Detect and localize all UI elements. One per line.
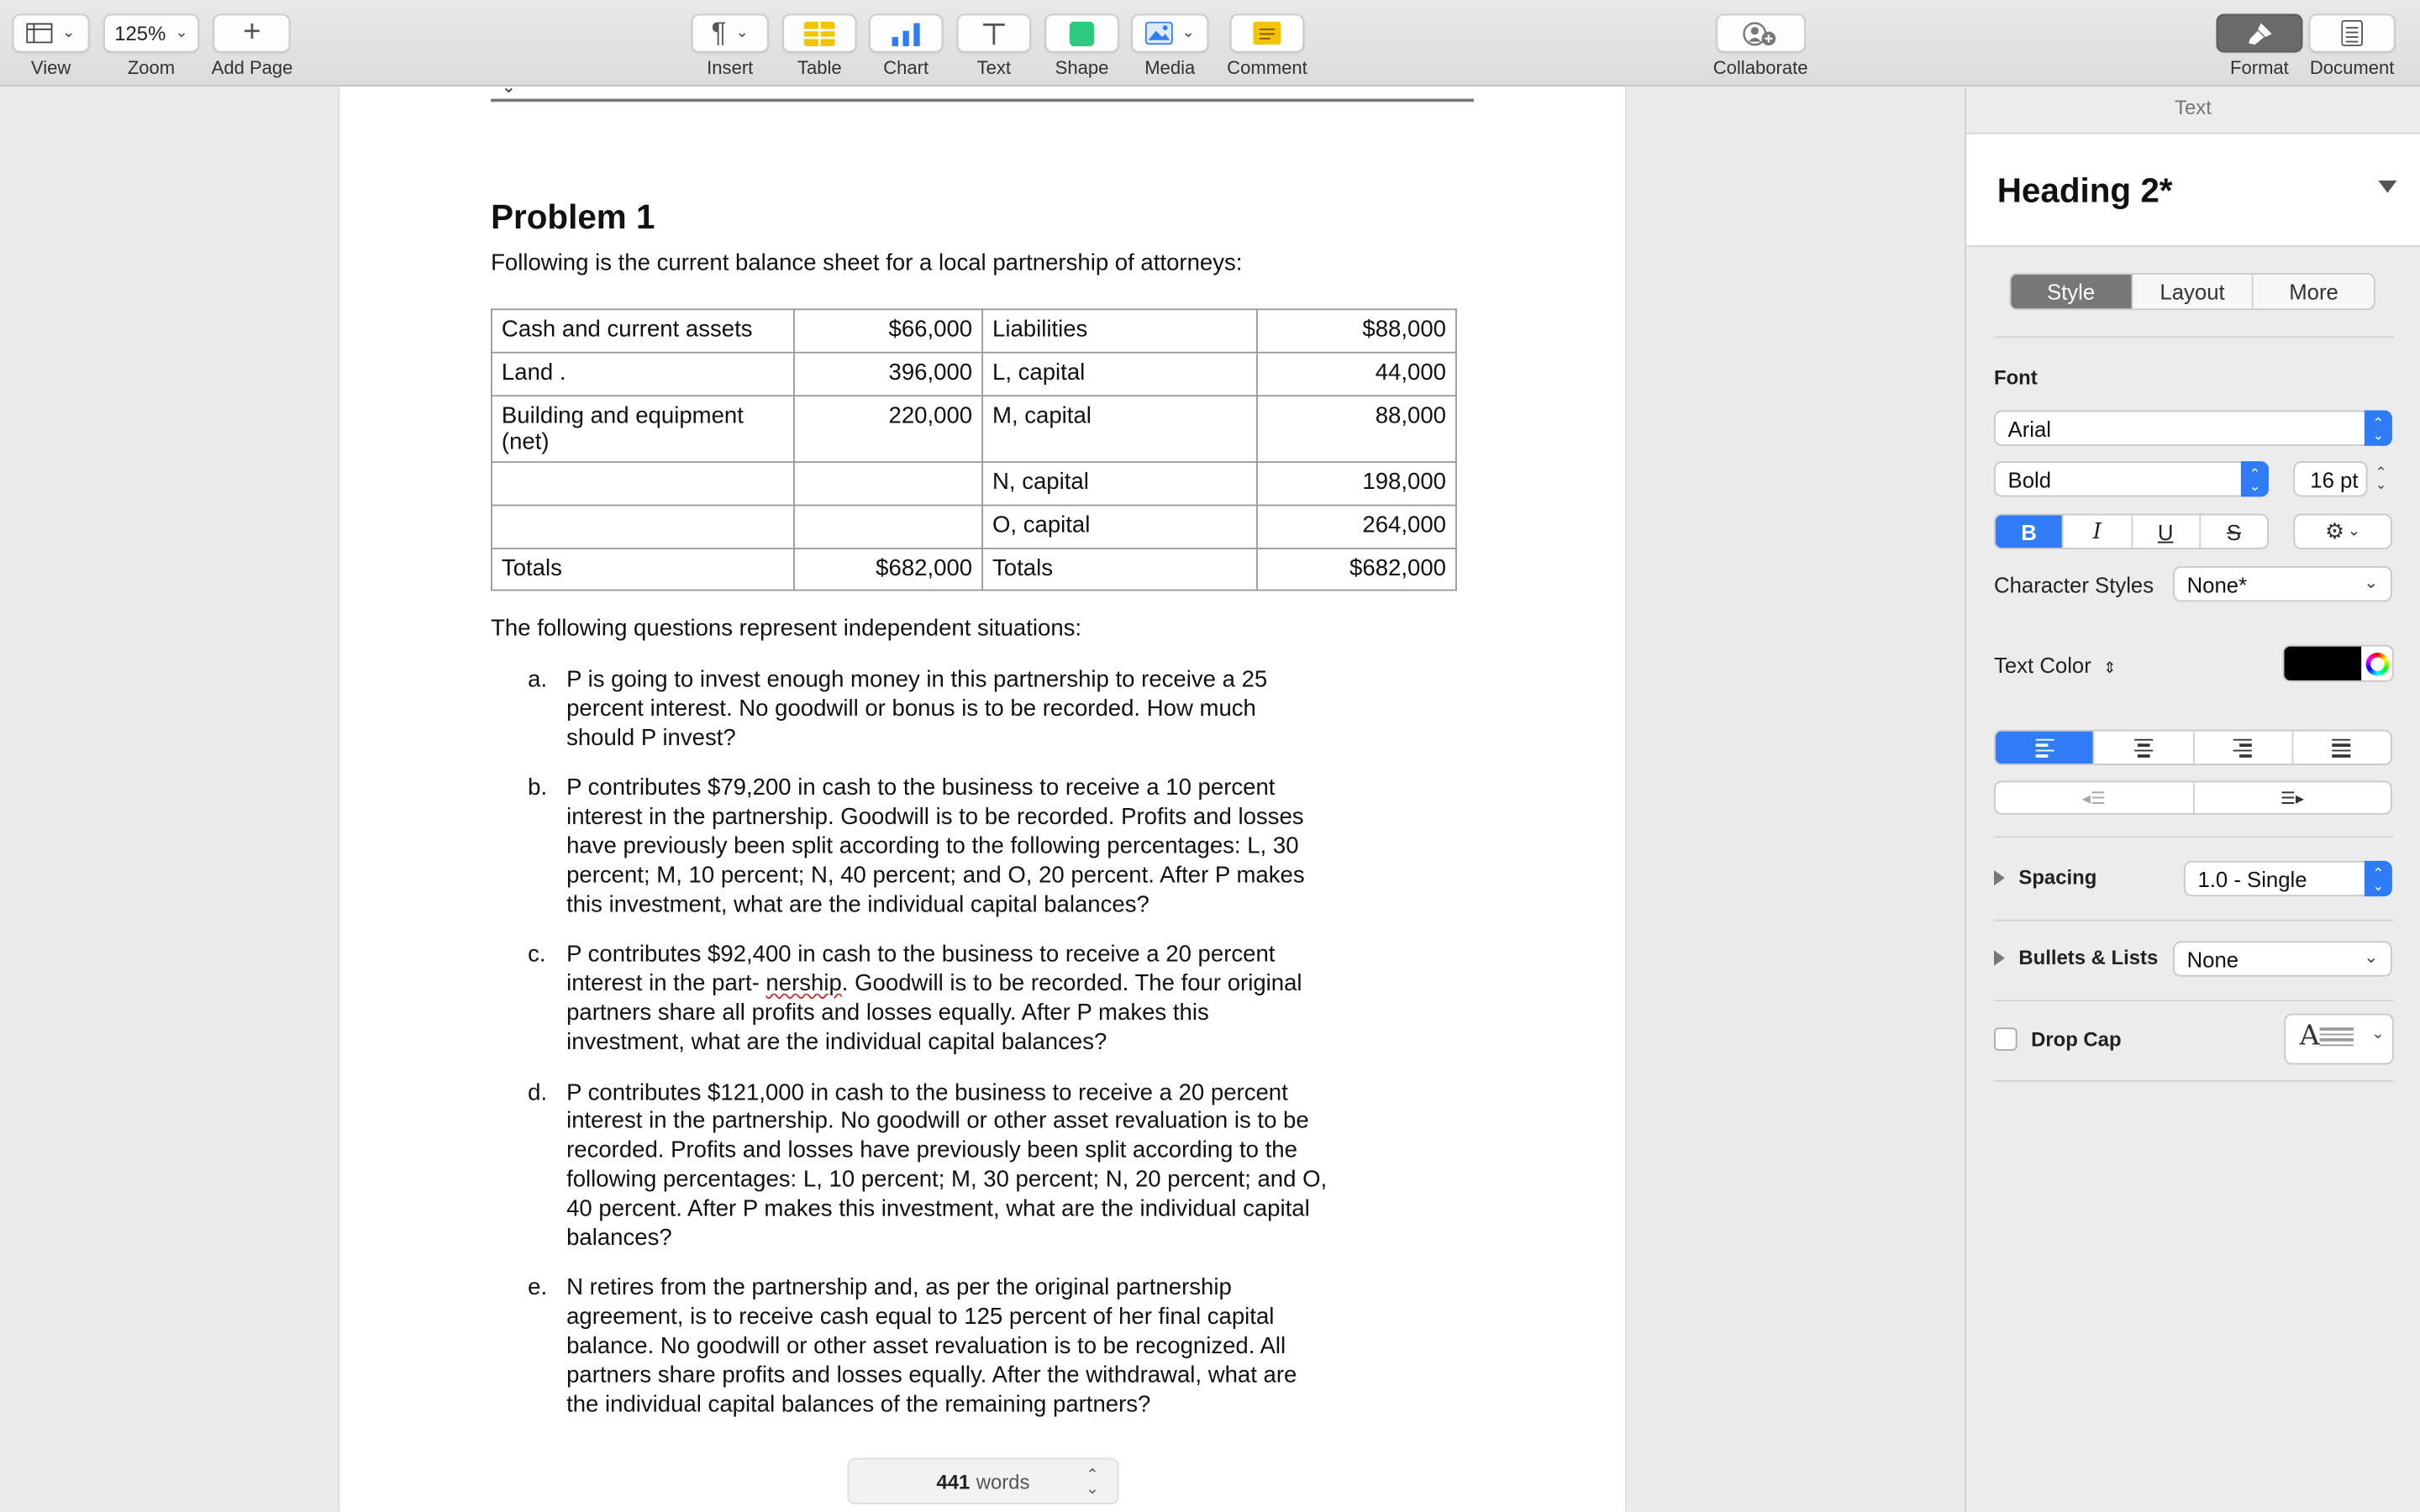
spacing-select[interactable] bbox=[2184, 861, 2392, 896]
character-styles-label: Character Styles bbox=[1994, 572, 2154, 597]
text-options-button[interactable] bbox=[2293, 514, 2392, 549]
header-rule bbox=[491, 99, 1474, 102]
color-swatch[interactable] bbox=[2284, 647, 2361, 682]
balance-sheet-table[interactable] bbox=[491, 308, 1457, 591]
divider bbox=[1994, 1080, 2394, 1082]
table-cell[interactable] bbox=[794, 462, 982, 505]
bold-button[interactable]: B bbox=[1996, 515, 2062, 548]
chevron-down-icon: ⌄ bbox=[62, 24, 76, 42]
zoom-value: 125% bbox=[114, 21, 166, 45]
table-cell[interactable]: L, capital bbox=[982, 353, 1257, 396]
text-color-label[interactable] bbox=[1994, 653, 2117, 677]
spacing-value: 1.0 - Single bbox=[2197, 866, 2307, 891]
table-cell[interactable]: 264,000 bbox=[1257, 506, 1456, 549]
drop-cap-checkbox[interactable] bbox=[1994, 1027, 2018, 1051]
justify-button[interactable] bbox=[2291, 732, 2391, 764]
shape-icon bbox=[1070, 21, 1094, 45]
document-label: Document bbox=[2309, 56, 2395, 79]
plus-icon: + bbox=[243, 15, 261, 50]
table-cell[interactable] bbox=[492, 506, 794, 549]
chart-label: Chart bbox=[883, 56, 929, 79]
up-down-chevron-icon: ⌃ ⌄ bbox=[2241, 461, 2269, 496]
drop-cap-label: Drop Cap bbox=[2031, 1027, 2122, 1051]
table-cell[interactable]: Totals bbox=[492, 549, 794, 591]
format-sidebar bbox=[1965, 87, 2420, 1512]
table-cell[interactable]: Totals bbox=[982, 549, 1257, 591]
tab-style[interactable]: Style bbox=[2011, 275, 2131, 308]
strikethrough-button[interactable]: S bbox=[2199, 515, 2267, 548]
chart-icon bbox=[891, 21, 922, 45]
chevron-down-icon: ⌄ bbox=[1181, 24, 1195, 42]
list-text: P contributes $79,200 in cash to the business to receive a 10 percent interest in the partnership. Goodwill is to be recorded. Profits and losses have previously been split according to the following percentages: L, 30 percent; M, 10 percent; N, 40 percent; and O, 20 percent. After P makes this investment, what are the individual capital balances? bbox=[566, 774, 1305, 918]
table-row bbox=[492, 462, 1456, 505]
table-cell[interactable]: 44,000 bbox=[1257, 353, 1456, 396]
table-cell[interactable]: Building and equipment (net) bbox=[492, 396, 794, 462]
table-row bbox=[492, 353, 1456, 396]
align-center-icon bbox=[2134, 738, 2153, 757]
table-cell[interactable]: 198,000 bbox=[1257, 462, 1456, 505]
collaborate-icon bbox=[1742, 21, 1779, 45]
collaborate-button[interactable] bbox=[1716, 14, 1806, 53]
collaborate-label: Collaborate bbox=[1712, 56, 1808, 79]
table-row bbox=[492, 506, 1456, 549]
chevron-down-icon: ⌄ bbox=[2371, 1026, 2385, 1043]
font-size-field[interactable] bbox=[2293, 461, 2367, 496]
image-icon bbox=[1144, 22, 1172, 45]
document-icon bbox=[2341, 20, 2363, 46]
list-item[interactable] bbox=[528, 666, 1330, 753]
font-family-select[interactable] bbox=[1994, 411, 2392, 446]
divider bbox=[1994, 836, 2394, 837]
chevron-down-icon: ⌄ bbox=[2364, 948, 2379, 968]
table-row bbox=[492, 396, 1456, 462]
gear-icon: ⚙ bbox=[2325, 518, 2345, 543]
tab-more[interactable]: More bbox=[2252, 275, 2373, 308]
divider bbox=[1994, 336, 2394, 338]
insert-control[interactable] bbox=[692, 0, 769, 79]
align-center-button[interactable] bbox=[2093, 732, 2192, 764]
bullets-value: None bbox=[2186, 946, 2239, 972]
table-button[interactable] bbox=[782, 14, 856, 53]
text-label: Text bbox=[976, 56, 1012, 79]
word-count-value: 441 bbox=[936, 1469, 971, 1494]
paintbrush-icon bbox=[2245, 21, 2273, 45]
italic-button[interactable]: I bbox=[2062, 515, 2130, 548]
table-cell[interactable]: $682,000 bbox=[794, 549, 982, 591]
chevron-down-icon: ⌄ bbox=[2347, 522, 2361, 540]
table-cell[interactable]: Cash and current assets bbox=[492, 309, 794, 352]
character-styles-select[interactable] bbox=[2173, 566, 2392, 601]
chevron-down-icon: ⌄ bbox=[2364, 574, 2379, 593]
view-label: View bbox=[30, 56, 71, 79]
document-button[interactable] bbox=[2309, 14, 2396, 53]
text-control[interactable] bbox=[957, 0, 1031, 79]
disclosure-triangle-icon[interactable] bbox=[1994, 870, 2005, 885]
comment-control[interactable] bbox=[1227, 0, 1307, 79]
underline-button[interactable]: U bbox=[2131, 515, 2199, 548]
list-letter: c. bbox=[528, 942, 546, 969]
view-control[interactable] bbox=[13, 0, 90, 79]
spacing-label[interactable]: Spacing bbox=[2018, 865, 2097, 889]
pilcrow-icon: ¶ bbox=[711, 17, 727, 48]
divider bbox=[1994, 1000, 2394, 1001]
increase-indent-icon: ☰▸ bbox=[2280, 789, 2305, 808]
zoom-button[interactable] bbox=[103, 14, 199, 53]
up-down-chevron-icon: ⌃ ⌄ bbox=[2365, 861, 2392, 896]
table-cell[interactable]: 396,000 bbox=[794, 353, 982, 396]
list-text: P contributes $121,000 in cash to the business to receive a 20 percent interest in the partnership. No goodwill or other asset revaluation is to be recorded. Profits and losses have previously been split according to the following percentages: L, 10 percent; M, 30 percent; N, 20 percent; and O, 40 percent. After P makes this investment, what are the individual capital balances? bbox=[566, 1079, 1328, 1251]
chart-button[interactable] bbox=[869, 14, 943, 53]
list-letter: b. bbox=[528, 774, 548, 801]
list-text: P is going to invest enough money in this partnership to receive a 25 percent interest. No goodwill or bonus is to be recorded. How much should P invest? bbox=[566, 666, 1268, 751]
text-color-well[interactable] bbox=[2282, 645, 2393, 682]
table-cell[interactable]: 88,000 bbox=[1257, 396, 1456, 462]
toolbar bbox=[0, 0, 2420, 87]
word-count-button[interactable] bbox=[847, 1458, 1118, 1504]
document-page[interactable] bbox=[339, 78, 1625, 1512]
chevron-down-icon: ⌄ bbox=[175, 24, 188, 42]
media-button[interactable] bbox=[1131, 14, 1208, 53]
text-icon bbox=[981, 21, 1006, 45]
table-label: Table bbox=[797, 56, 842, 79]
up-down-chevron-icon: ⌃ ⌄ bbox=[1086, 1467, 1099, 1499]
list-letter: d. bbox=[528, 1079, 548, 1106]
shape-button[interactable] bbox=[1044, 14, 1118, 53]
problem-heading[interactable]: Problem 1 bbox=[491, 197, 655, 237]
alignment-buttons bbox=[1994, 730, 2392, 765]
sidebar-tabs bbox=[2009, 273, 2375, 310]
decrease-indent-icon: ◂☰ bbox=[2081, 789, 2107, 808]
table-cell[interactable] bbox=[492, 462, 794, 505]
table-cell[interactable]: 220,000 bbox=[794, 396, 982, 462]
questions-intro[interactable]: The following questions represent independent situations: bbox=[491, 615, 1082, 643]
table-cell[interactable]: O, capital bbox=[982, 506, 1257, 549]
list-letter: a. bbox=[528, 666, 548, 693]
align-left-icon bbox=[2035, 738, 2054, 757]
shape-label: Shape bbox=[1055, 56, 1109, 79]
list-text-part: . Goodwill is to be recorded. The four original partners share all profits and losses equally. After P makes this investment, what are the individual capital balances? bbox=[566, 970, 1302, 1055]
view-button[interactable] bbox=[13, 14, 90, 53]
table-cell[interactable]: Land . bbox=[492, 353, 794, 396]
align-right-button[interactable] bbox=[2192, 732, 2291, 764]
chevron-down-icon: ⌄ bbox=[501, 78, 516, 97]
font-size-stepper[interactable]: ⌃ ⌄ bbox=[2375, 464, 2387, 492]
media-control[interactable] bbox=[1131, 0, 1208, 79]
table-cell[interactable]: M, capital bbox=[982, 396, 1257, 462]
sidebar-view-icon bbox=[27, 24, 53, 44]
justify-icon bbox=[2333, 738, 2351, 757]
comment-button[interactable] bbox=[1230, 14, 1304, 53]
collaborate-control[interactable] bbox=[1713, 0, 1808, 79]
intro-text[interactable]: Following is the current balance sheet for a local partnership of attorneys: bbox=[491, 249, 1243, 276]
font-family-value: Arial bbox=[2007, 415, 2052, 441]
table-cell[interactable] bbox=[794, 506, 982, 549]
font-section-label: Font bbox=[1994, 365, 2038, 389]
text-color-label-text: Text Color bbox=[1994, 652, 2091, 678]
list-text: N retires from the partnership and, as per the original partnership agreement, is to receive cash equal to 125 percent of her final capital balance. No goodwill or other asset revaluation is to be recognized. All partners share profits and losses equally. After the withdrawal, what are the individual capital balances of the remaining partners? bbox=[566, 1274, 1297, 1418]
tab-layout[interactable]: Layout bbox=[2131, 275, 2252, 308]
divider bbox=[1994, 920, 2394, 921]
paragraph-style-selector[interactable] bbox=[1966, 133, 2420, 247]
table-cell[interactable]: $682,000 bbox=[1257, 549, 1456, 591]
list-text bbox=[566, 942, 1330, 1058]
color-wheel-icon[interactable] bbox=[2366, 653, 2390, 676]
zoom-label: Zoom bbox=[127, 56, 176, 79]
bullets-select[interactable] bbox=[2173, 941, 2392, 976]
media-label: Media bbox=[1144, 56, 1196, 79]
list-item[interactable] bbox=[528, 1275, 1330, 1420]
drop-cap-preview-icon bbox=[2320, 1027, 2354, 1046]
comment-icon bbox=[1253, 22, 1281, 45]
comment-label: Comment bbox=[1227, 56, 1307, 79]
text-emphasis-buttons bbox=[1994, 514, 2269, 549]
table-cell[interactable]: $88,000 bbox=[1257, 309, 1456, 352]
character-style-value: None* bbox=[2186, 571, 2248, 596]
decrease-indent-button[interactable] bbox=[1996, 782, 2192, 813]
zoom-control[interactable] bbox=[103, 0, 199, 79]
increase-indent-button[interactable] bbox=[2192, 782, 2391, 813]
word-count-unit: words bbox=[976, 1469, 1030, 1494]
table-control[interactable] bbox=[782, 0, 856, 79]
document-canvas[interactable] bbox=[0, 78, 1965, 1512]
insert-label: Insert bbox=[707, 56, 754, 79]
paragraph-style-name: Heading 2* bbox=[1996, 171, 2173, 210]
align-left-button[interactable] bbox=[1996, 732, 2093, 764]
insert-button[interactable] bbox=[692, 14, 769, 53]
chevron-down-icon: ⌄ bbox=[735, 24, 749, 42]
drop-cap-style-button[interactable] bbox=[2284, 1014, 2393, 1065]
bullets-lists-label[interactable]: Bullets & Lists bbox=[2018, 945, 2159, 969]
chart-control[interactable] bbox=[869, 0, 943, 79]
add-page-control[interactable] bbox=[212, 0, 293, 79]
add-page-label: Add Page bbox=[211, 56, 293, 79]
shape-control[interactable] bbox=[1044, 0, 1118, 79]
table-icon bbox=[804, 21, 835, 45]
misspelled-word[interactable]: nership bbox=[765, 970, 842, 997]
add-page-button[interactable] bbox=[213, 14, 291, 53]
drop-cap-letter: A bbox=[2299, 1020, 2320, 1053]
text-button[interactable] bbox=[957, 14, 1031, 53]
questions-list bbox=[528, 666, 1330, 1441]
font-size-value: 16 pt bbox=[2310, 466, 2359, 491]
list-item[interactable] bbox=[528, 775, 1330, 921]
list-item[interactable] bbox=[528, 942, 1330, 1058]
font-weight-select[interactable] bbox=[1994, 461, 2269, 496]
align-right-icon bbox=[2233, 738, 2252, 757]
table-cell[interactable]: N, capital bbox=[982, 462, 1257, 505]
table-cell[interactable]: Liabilities bbox=[982, 309, 1257, 352]
format-label: Format bbox=[2230, 56, 2289, 79]
list-letter: e. bbox=[528, 1274, 548, 1301]
indent-buttons bbox=[1994, 780, 2392, 814]
font-weight-value: Bold bbox=[2007, 466, 2052, 491]
disclosure-triangle-icon[interactable] bbox=[2378, 181, 2396, 193]
list-text-part: P contributes $92,400 in cash to the business to receive a 20 percent interest in the part- bbox=[566, 942, 1276, 997]
up-down-chevron-icon: ⇕ bbox=[2103, 660, 2117, 678]
sidebar-title: Text bbox=[2175, 95, 2212, 119]
disclosure-triangle-icon[interactable] bbox=[1994, 950, 2005, 965]
list-item[interactable] bbox=[528, 1079, 1330, 1253]
format-control[interactable] bbox=[2217, 0, 2303, 79]
format-button[interactable] bbox=[2217, 14, 2303, 53]
table-row bbox=[492, 309, 1456, 352]
table-row bbox=[492, 549, 1456, 591]
document-control[interactable] bbox=[2309, 0, 2396, 79]
table-cell[interactable]: $66,000 bbox=[794, 309, 982, 352]
up-down-chevron-icon: ⌃ ⌄ bbox=[2365, 411, 2392, 446]
